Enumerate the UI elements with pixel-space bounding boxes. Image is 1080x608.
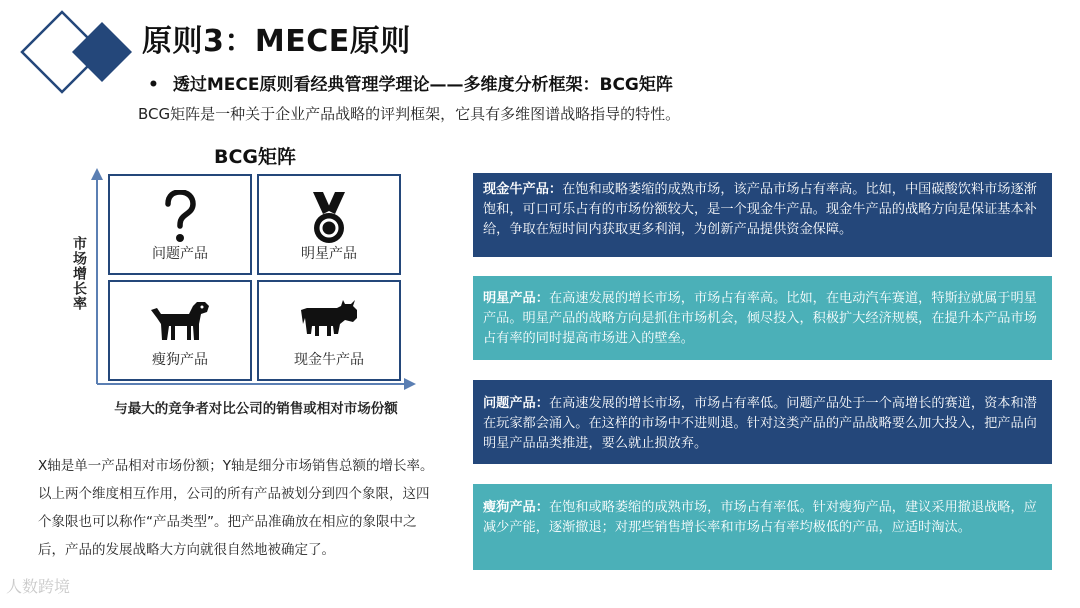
card-cash-cow — [473, 173, 1052, 257]
card-title: 问题产品： — [483, 396, 549, 411]
dog-icon — [149, 296, 211, 344]
y-axis-label: 市场增长率 — [71, 236, 87, 311]
card-body: 在饱和或略萎缩的成熟市场，该产品市场占有率高。比如，中国碳酸饮料市场逐渐饱和，可口可乐占有的市场份额较大，是一个现金牛产品。现金牛产品的战略方向是保证基本补给，争取在短时间内获取更多利润，为创新产品提供资金保障。 — [483, 182, 1037, 237]
quadrant-star — [257, 174, 401, 275]
quadrant-label: 现金牛产品 — [294, 352, 364, 368]
card-body: 在高速发展的增长市场，市场占有率高。比如，在电动汽车赛道，特斯拉就属于明星产品。明星产品的战略方向是抓住市场机会，倾尽投入，积极扩大经济规模，在提升本产品市场占有率的同时提高市场进入的壁垒。 — [483, 291, 1037, 346]
matrix-title: BCG矩阵 — [213, 146, 297, 168]
card-body: 在饱和或略萎缩的成熟市场，市场占有率低。针对瘦狗产品，建议采用撤退战略，应减少产能，逐渐撤退；对那些销售增长率和市场占有率均极低的产品，应适时淘汰。 — [483, 500, 1037, 535]
quadrant-label: 问题产品 — [152, 246, 208, 262]
quadrant-label: 瘦狗产品 — [152, 352, 208, 368]
bullet-icon: • — [148, 75, 159, 95]
card-star — [473, 276, 1052, 360]
card-body: 在高速发展的增长市场，市场占有率低。问题产品处于一个高增长的赛道，资本和潜在玩家都会涌入。在这样的市场中不进则退。针对这类产品的产品战略要么加大投入，把产品向明星产品品类推进，要么就止损放弃。 — [483, 396, 1037, 451]
card-question — [473, 380, 1052, 464]
watermark-text: 人数跨境 — [6, 577, 71, 596]
quadrant-cash-cow — [257, 280, 401, 381]
quadrant-dog — [108, 280, 252, 381]
quadrant-question — [108, 174, 252, 275]
card-title: 瘦狗产品： — [483, 500, 549, 515]
intro-text: BCG矩阵是一种关于企业产品战略的评判框架，它具有多维图谱战略指导的特性。 — [138, 105, 681, 123]
explanation-text: X轴是单一产品相对市场份额；Y轴是细分市场销售总额的增长率。以上两个维度相互作用，公司的所有产品被划分到四个象限，这四个象限也可以称作“产品类型”。把产品准确放在相应的象限中之后，产品的发展战略大方向就很自然地被确定了。 — [38, 458, 434, 558]
question-mark-icon — [160, 190, 200, 246]
quadrant-label: 明星产品 — [301, 246, 357, 262]
card-title: 明星产品： — [483, 291, 549, 306]
subtitle-text: 透过MECE原则看经典管理学理论——多维度分析框架：BCG矩阵 — [172, 75, 673, 95]
x-axis-label: 与最大的竞争者对比公司的销售或相对市场份额 — [114, 401, 398, 417]
card-title: 现金牛产品： — [483, 182, 563, 197]
cow-icon — [297, 296, 361, 344]
page-title: 原则3：MECE原则 — [142, 24, 411, 59]
card-dog — [473, 484, 1052, 570]
medal-icon — [307, 190, 351, 246]
